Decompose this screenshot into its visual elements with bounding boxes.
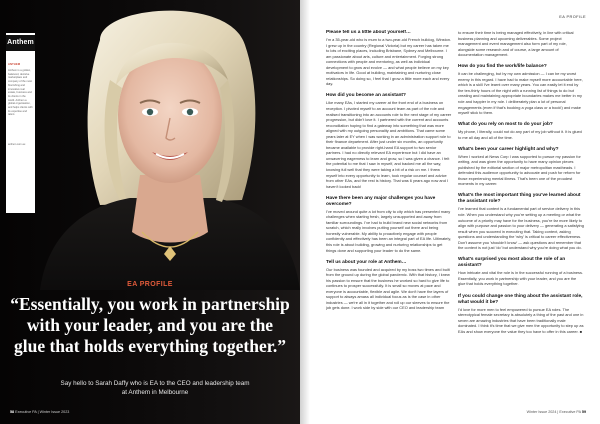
interview-answer: It can be challenging, but by my own admission — I can be my worst enemy in this regard. I have had to make myself more accountable here, which is a skill I've learnt over many years. You can easily let it end by the ten-thirty hours of the night with a running list of things to do but creating and maintaining appropriate boundaries makes me better in my role and happier in my role. I deliberately plan a lot of personal engagements (even if that's booking a yoga class or a book!) and make myself stick to them. xyxy=(458,71,583,116)
interview-answer: When I worked at News Corp I was supported to pursue my passion for writing, and was given the opportunity to have many opinion pieces published by the editorial section of major metropolitan mastheads. I defended this audience opportunity to advocate and push for reform for those experiencing mental illness. That's been one of the proudest moments in my career. xyxy=(458,153,581,187)
article-column-2 xyxy=(458,30,584,410)
page-number-right: 59 xyxy=(581,410,586,414)
interview-answer: How intricate and vital the role is in the successful running of a business. Essentially, you work in partnership with your leader, and you are the glue that holds everything together. xyxy=(458,270,583,287)
page-number-left: 58 xyxy=(10,410,15,414)
interview-question: Have there been any major challenges you have overcome? xyxy=(326,195,436,207)
interview-question: Tell us about your role at Anthem… xyxy=(326,259,407,265)
interview-answer: I'd love for more men to feel empowered to pursue EA roles. The stereotypical female secretary is absolutely a thing of the past and one in seven are amazing industries that have been traditionally male dominated. I think it's time that we give men the opportunity to step up as EAs and show everyone the value they too have to offer in this career. ■ xyxy=(458,306,584,334)
folio-right xyxy=(527,410,586,414)
running-head: EA PROFILE xyxy=(559,14,586,19)
interview-answer: Our business was founded and acquired by my boss two times and built from the ground up during the global pandemic. With that history, I knew his passion to ensure that the business he worked so hard to give life to continues to prosper successfully. It is small so moves at pace and everyone is accountable, flexible and agile. We don't have the layers of support to always amass all individual focus as is the case in other industries — we're all in it together and roll up our sleeves to ensure the job gets done. I work side by side with our CEO and leadership team xyxy=(326,266,450,311)
anthem-logo: Anthem xyxy=(6,35,35,51)
folio-left xyxy=(10,410,69,414)
interview-answer: I'm a 35-year-old who is mum to a two-year-old French bulldog, Winston. I grew up in the country (Regional Victoria) but my career has taken me to lots of exciting places, including Brisbane, Sydney and Melbourne. I am passionate about arts, culture and entertainment. Forging strong connections with people and mentoring, as well as individual development to grow and evolve — and what people believe on my key motivators in life. Good at building, maintaining and nurturing close relationships. So doing so, I feel that I grow a little more each and every day. xyxy=(326,37,452,87)
interview-answer: I've learned that context is a fundamental part of service delivery in this role. When you understand why you're setting up a meeting or what the outcome of a priority may have for the business, you're far more likely to align with purpose and passion to your delivery — generating a satisfying result when you succeed in executing that. Taking context, asking questions and understanding the 'why' is critical to career effectiveness. Don't assume you 'shouldn't know' — ask questions and remember that the context is not just 'do' but understand why you're doing what you do. xyxy=(458,206,584,251)
interview-answer: My phone, I literally, could not do any part of my job without it. It is glued to me all day and all of the time. xyxy=(458,129,582,140)
interview-answer: I've moved around quite a lot from city to city which has presented many challenges when starting fresh, largely unsupported and away from familiar surroundings. I've had to build brand new social networks from scratch, which really involves putting yourself out there and being honestly vulnerable. My ability to proactively engage with people confidently and effectively has been an integral part of EA life. Ultimately, this role is about building, growing and nurturing relationships to get things done and supporting your leader to do the same. xyxy=(326,208,452,253)
interview-question: How did you become an assistant? xyxy=(326,93,406,99)
interview-question: What's been your career highlight and why? xyxy=(458,146,559,152)
publication-line-right: Winter Issue 2024 | Executive PA xyxy=(526,410,581,414)
interview-question: What's surprised you most about the role of an assistant? xyxy=(458,257,566,269)
interview-question: How do you find the work/life balance? xyxy=(458,64,547,70)
sidebar-label: ANTHEM xyxy=(8,63,21,66)
interview-answer: to ensure their time is being managed effectively, in line with critical business planning and upcoming deliverables. Some project management and event management also form part of my role, alongside some research and of course, a large amount of documentation management. xyxy=(458,30,574,58)
right-page xyxy=(300,0,600,424)
gutter-shadow xyxy=(300,0,310,424)
interview-question: What's the most important thing you've learned about the assistant role? xyxy=(458,193,581,205)
pull-quote: “Essentially, you work in partnership with your leader, and you are the glue that holds everything together.” xyxy=(10,294,290,356)
article-column-1 xyxy=(326,30,452,410)
interview-question: Please tell us a little about yourself… xyxy=(326,30,411,35)
interview-question: What do you rely on most to do your job? xyxy=(458,122,553,128)
portrait-photo xyxy=(30,0,300,290)
publication-line-left: Executive PA | Winter Issue 2023 xyxy=(15,410,70,414)
sidebar-blurb: Anthem is a golden, balanced, decisive marketplace and company of the most flourishing and innovative real estate, business and its clients in the world. Anthem a global organisation, and helps clients with its expertise and talent. xyxy=(8,69,33,117)
sidebar-url[interactable]: anthem.com.au xyxy=(8,143,26,146)
interview-answer: Like many EAs, I started my career at the front end of a business on reception. I pivoted myself to an account team as part of the role and realised transitioning into an accounts role to the next stage of my career progression, but didn't love it. I partnered with the current and accounts reconciliation hoping to find a gateway into something that was more aligned with my outgoing personality and ambitions. That came some years later at EY when I was working in an administration support role to their finance department. After just under six months, an opportunity became available to provide right-hand EA support to two senior partners. I had no directly relevant EA experience but I did have an unwavering eagerness to learn and grow, so I was given a chance. I felt the potential to me that I saw in myself, and backed me all the way, knowing full well that they were taking a bit of a risk on me. I threw myself into every opportunity to learn, took regular counsel and advice from other EAs, and the rest is history. That was 6 years ago now and I haven't looked back! xyxy=(326,100,452,189)
section-tag: EA PROFILE xyxy=(127,281,173,288)
advertiser-sidebar xyxy=(6,33,35,213)
interview-question: If you could change one thing about the assistant role, what would it be? xyxy=(458,293,583,305)
standfirst: Say hello to Sarah Daffy who is EA to the CEO and leadership team at Anthem in Melbourne xyxy=(60,380,250,396)
